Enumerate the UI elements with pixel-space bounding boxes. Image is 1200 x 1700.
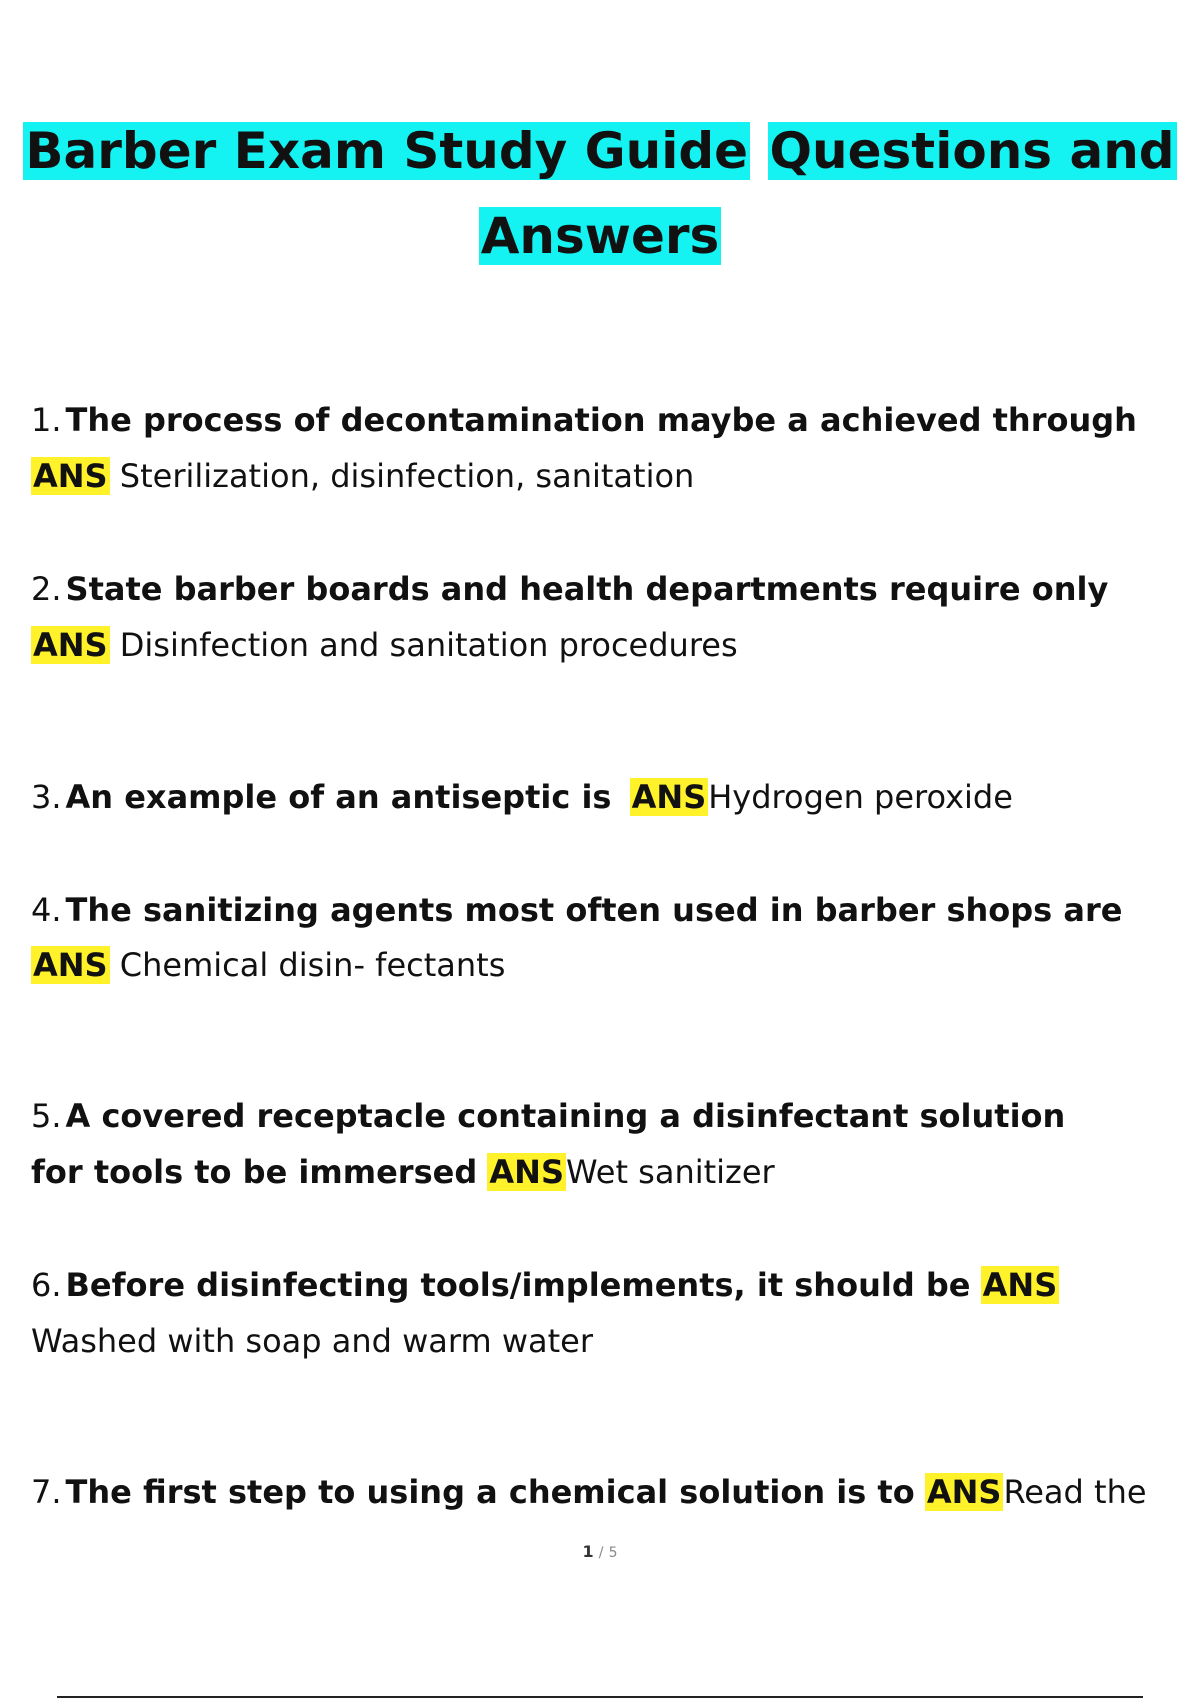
question-text: A covered receptacle containing a disinfectant solution (65, 1097, 1066, 1135)
total-pages: 5 (608, 1545, 618, 1561)
question-text: The sanitizing agents most often used in barber shops are (65, 891, 1123, 929)
question-text: An example of an antiseptic is (65, 778, 612, 816)
question-text-continued: for tools to be immersed (31, 1153, 478, 1191)
ans-label: ANS (982, 1266, 1058, 1304)
question-4 (31, 888, 1122, 932)
answer-text: Sterilization, disinfection, sanitation (119, 457, 695, 495)
ans-label: ANS (33, 457, 108, 495)
answer-6 (31, 1319, 593, 1363)
answer-text: Read the (1003, 1473, 1147, 1511)
question-text: The process of decontamination maybe a achieved through (65, 401, 1137, 439)
question-2 (31, 567, 1108, 611)
page-title (0, 108, 1200, 194)
answer-text: Washed with soap and warm water (31, 1322, 593, 1360)
question-3 (31, 775, 1013, 819)
page-divider (57, 1696, 1143, 1698)
question-number: 3. (31, 778, 62, 816)
page-title-line-2 (0, 193, 1200, 279)
answer-4 (31, 943, 505, 987)
answer-2 (31, 623, 738, 667)
answer-text: Chemical disin- fectants (119, 946, 506, 984)
title-part-1: Barber Exam Study Guide (25, 122, 749, 180)
question-5 (31, 1094, 1065, 1138)
ans-label: ANS (489, 1153, 564, 1191)
answer-5 (31, 1150, 775, 1194)
question-1 (31, 398, 1137, 442)
answer-text: Wet sanitizer (565, 1153, 775, 1191)
question-number: 2. (31, 570, 62, 608)
page-separator: / (598, 1545, 604, 1561)
answer-text: Disinfection and sanitation procedures (119, 626, 738, 664)
answer-1 (31, 454, 694, 498)
title-part-3: Answers (480, 207, 720, 265)
ans-label: ANS (33, 946, 108, 984)
question-6 (31, 1263, 1059, 1307)
question-text: State barber boards and health departments require only (65, 570, 1109, 608)
ans-label: ANS (926, 1473, 1002, 1511)
page-number (0, 1542, 1200, 1561)
question-number: 4. (31, 891, 62, 929)
ans-label: ANS (33, 626, 108, 664)
current-page: 1 (582, 1542, 594, 1561)
title-part-2: Questions and (769, 122, 1175, 180)
question-number: 5. (31, 1097, 62, 1135)
ans-label: ANS (631, 778, 707, 816)
question-number: 7. (31, 1473, 62, 1511)
question-number: 6. (31, 1266, 62, 1304)
question-number: 1. (31, 401, 62, 439)
question-text: The first step to using a chemical solution is to (65, 1473, 915, 1511)
answer-text: Hydrogen peroxide (708, 778, 1013, 816)
question-text: Before disinfecting tools/implements, it should be (65, 1266, 971, 1304)
question-7 (31, 1470, 1147, 1514)
